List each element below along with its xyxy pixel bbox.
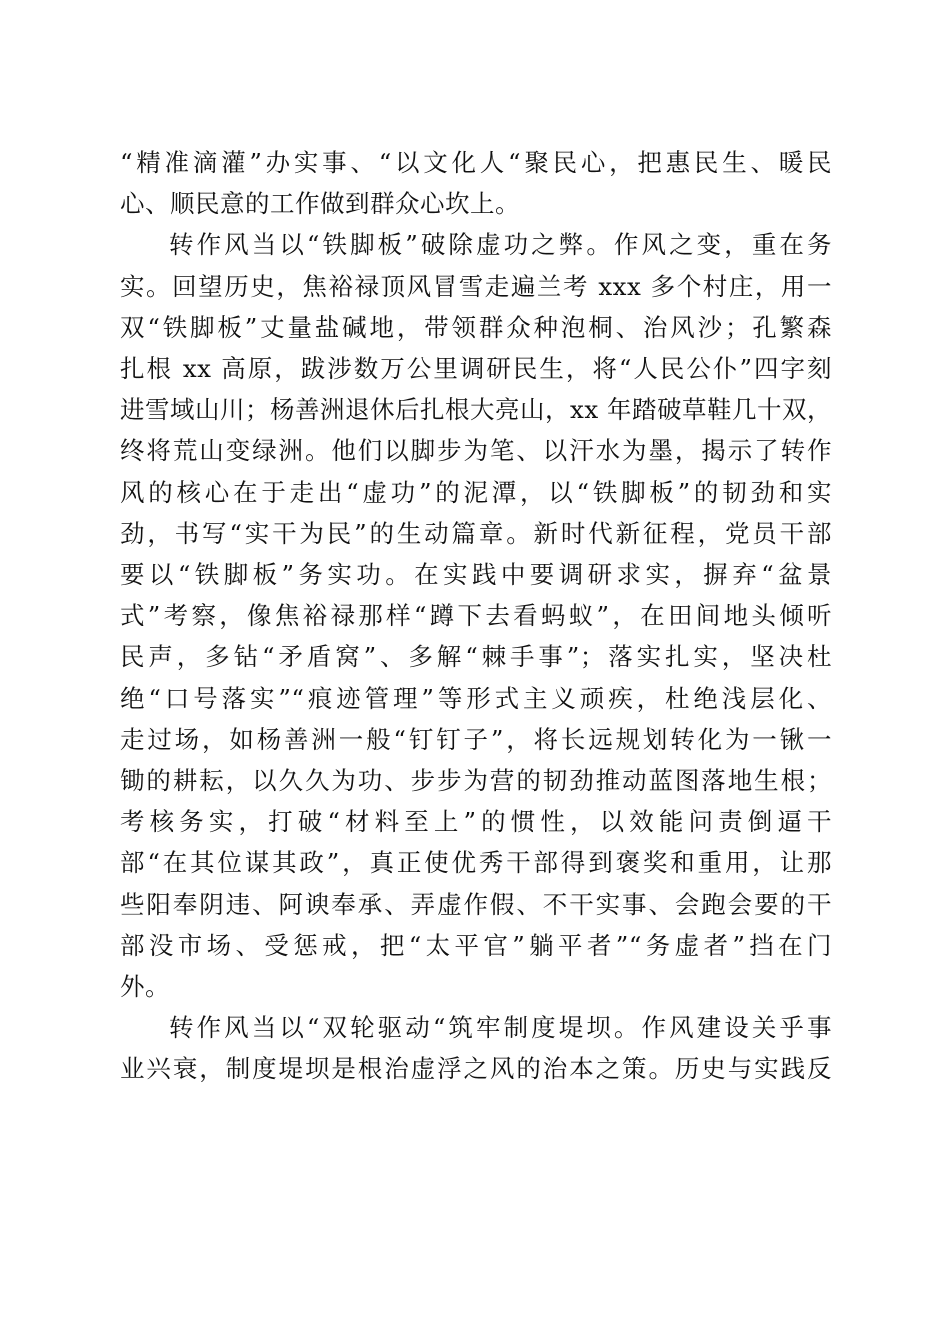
text-line: 绝“口号落实”“痕迹管理”等形式主义顽疾，杜绝浅层化、 xyxy=(120,683,832,713)
text-line: 考核务实，打破“材料至上”的惯性，以效能问责倒逼干 xyxy=(120,807,832,837)
text-line: 式”考察，像焦裕禄那样“蹲下去看蚂蚁”，在田间地头倾听 xyxy=(120,601,832,631)
text-line: 民声，多钻“矛盾窝”、多解“棘手事”；落实扎实，坚决杜 xyxy=(120,642,832,672)
text-line: 要以“铁脚板”务实功。在实践中要调研求实，摒弃“盆景 xyxy=(120,560,832,590)
text-line: 锄的耕耘，以久久为功、步步为营的韧劲推动蓝图落地生根； xyxy=(120,766,832,796)
text-line: 转作风当以“双轮驱动“筑牢制度堤坝。作风建设关乎事 xyxy=(169,1013,832,1043)
paragraph-2 xyxy=(120,224,832,1007)
text-line: 终将荒山变绿洲。他们以脚步为笔、以汗水为墨，揭示了转作 xyxy=(120,436,832,466)
text-line: 扎根 xx 高原，跋涉数万公里调研民生，将“人民公仆”四字刻 xyxy=(120,354,832,384)
text-line: 业兴衰，制度堤坝是根治虚浮之风的治本之策。历史与实践反 xyxy=(120,1054,832,1084)
text-line: 心、顺民意的工作做到群众心坎上。 xyxy=(120,189,520,219)
text-line: 部没市场、受惩戒，把“太平官”躺平者”“务虚者”挡在门 xyxy=(120,930,832,960)
text-line: “精准滴灌”办实事、“以文化人“聚民心，把惠民生、暖民 xyxy=(120,148,832,177)
text-line: 实。回望历史，焦裕禄顶风冒雪走遍兰考 xxx 多个村庄，用一 xyxy=(120,271,832,301)
text-line: 双“铁脚板”丈量盐碱地，带领群众种泡桐、治风沙；孔繁森 xyxy=(120,312,832,342)
text-line: 部“在其位谋其政”，真正使优秀干部得到褒奖和重用，让那 xyxy=(120,848,832,878)
paragraph-3 xyxy=(120,1007,832,1089)
text-line: 走过场，如杨善洲一般“钉钉子”，将长远规划转化为一锹一 xyxy=(120,724,832,754)
text-line: 外。 xyxy=(120,972,170,1002)
document-body xyxy=(120,142,832,1090)
text-line: 转作风当以“铁脚板”破除虚功之弊。作风之变，重在务 xyxy=(169,230,832,260)
text-line: 劲，书写“实干为民”的生动篇章。新时代新征程，党员干部 xyxy=(120,518,832,548)
text-line: 风的核心在于走出“虚功”的泥潭，以“铁脚板”的韧劲和实 xyxy=(120,477,832,507)
paragraph-1 xyxy=(120,142,832,224)
text-line: 些阳奉阴违、阿谀奉承、弄虚作假、不干实事、会跑会要的干 xyxy=(120,889,832,919)
text-line: 进雪域山川；杨善洲退休后扎根大亮山，xx 年踏破草鞋几十双， xyxy=(120,395,832,425)
